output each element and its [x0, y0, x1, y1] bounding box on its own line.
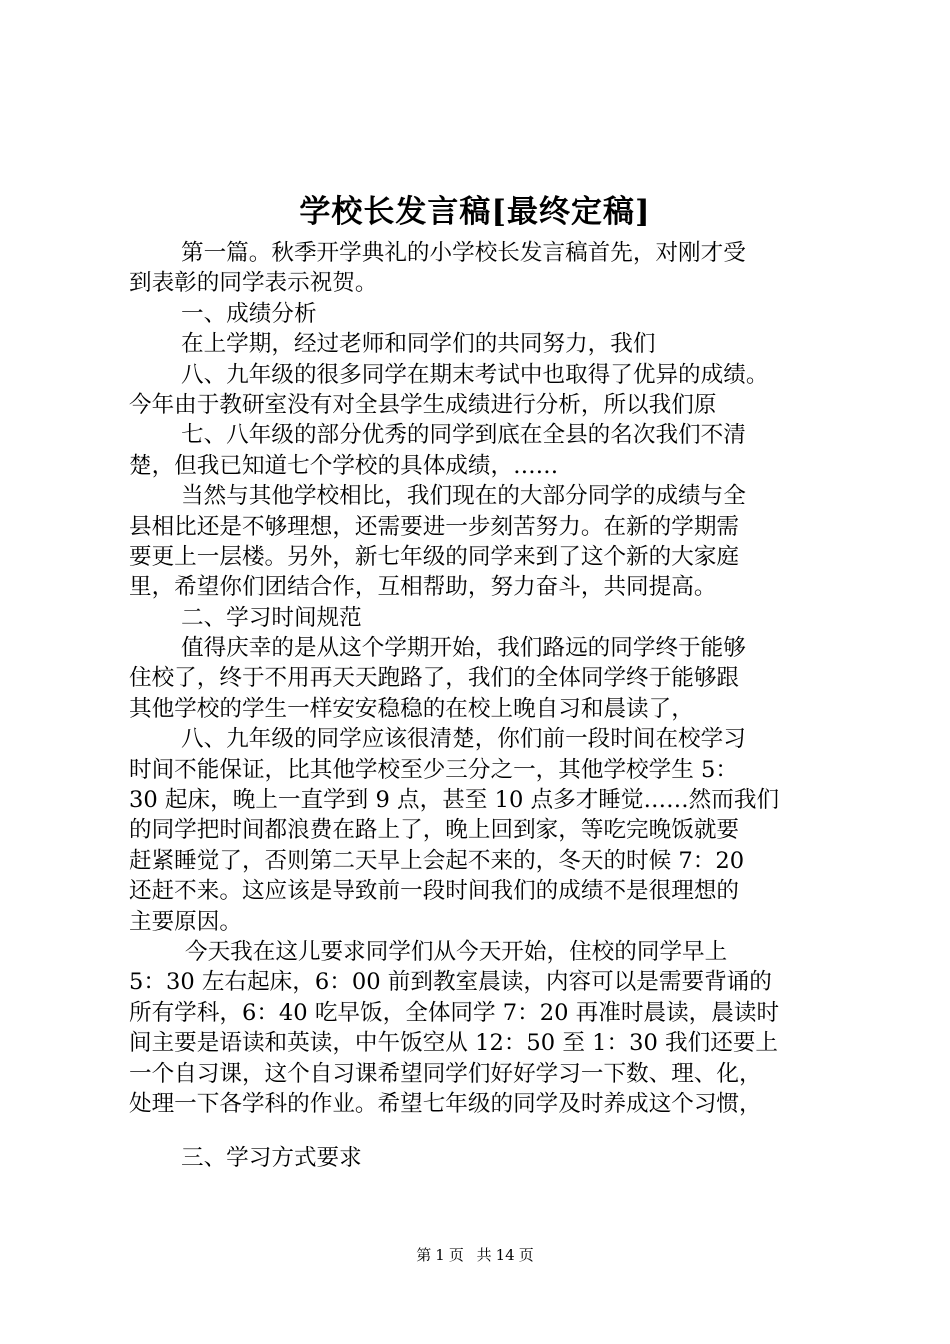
paragraph-line: 七、八年级的部分优秀的同学到底在全县的名次我们不清	[181, 422, 746, 449]
page-prefix: 第	[416, 1246, 432, 1264]
total-suffix: 页	[518, 1246, 534, 1264]
section-heading: 一、成绩分析	[181, 300, 317, 327]
page-footer	[0, 1244, 950, 1265]
paragraph-line: 当然与其他学校相比，我们现在的大部分同学的成绩与全	[181, 483, 746, 510]
page-suffix: 页	[448, 1246, 464, 1264]
paragraph-line: 时间不能保证，比其他学校至少三分之一，其他学校学生 5：	[129, 756, 738, 783]
paragraph-line: 八、九年级的同学应该很清楚，你们前一段时间在校学习	[181, 726, 746, 753]
total-pages-indicator	[475, 1246, 536, 1264]
paragraph-line: 所有学科，6：40 吃早饭，全体同学 7：20 再准时晨读，晨读时	[129, 999, 780, 1026]
paragraph-line: 要更上一层楼。另外，新七年级的同学来到了这个新的大家庭	[129, 543, 740, 570]
paragraph-line: 一个自习课，这个自习课希望同学们好好学习一下数、理、化，	[129, 1060, 762, 1087]
document-body	[129, 238, 841, 1174]
page-indicator	[414, 1246, 466, 1264]
paragraph-line: 的同学把时间都浪费在路上了，晚上回到家，等吃完晚饭就要	[129, 817, 740, 844]
paragraph-line: 处理一下各学科的作业。希望七年级的同学及时养成这个习惯，	[129, 1090, 762, 1117]
total-pages: 14	[495, 1246, 515, 1264]
paragraph-line: 5：30 左右起床，6：00 前到教室晨读，内容可以是需要背诵的	[129, 969, 772, 996]
paragraph-gap	[129, 1119, 841, 1143]
paragraph-line: 里，希望你们团结合作，互相帮助，努力奋斗，共同提高。	[129, 574, 717, 601]
paragraph-line: 赶紧睡觉了，否则第二天早上会起不来的，冬天的时候 7：20	[129, 847, 745, 874]
total-prefix: 共	[476, 1246, 492, 1264]
document-title: 学校长发言稿[最终定稿]	[299, 194, 651, 230]
paragraph-line: 其他学校的学生一样安安稳稳的在校上晚自习和晨读了，	[129, 695, 694, 722]
paragraph-line: 30 起床，晚上一直学到 9 点，甚至 10 点多才睡觉……然而我们	[129, 787, 780, 814]
paragraph-line: 主要原因。	[129, 908, 242, 935]
section-heading: 二、学习时间规范	[181, 604, 362, 631]
paragraph-line: 值得庆幸的是从这个学期开始，我们路远的同学终于能够	[181, 635, 746, 662]
paragraph-line: 还赶不来。这应该是导致前一段时间我们的成绩不是很理想的	[129, 878, 740, 905]
section-heading: 三、学习方式要求	[181, 1145, 362, 1172]
paragraph-line: 楚，但我已知道七个学校的具体成绩，……	[129, 452, 559, 479]
paragraph-line: 县相比还是不够理想，还需要进一步刻苦努力。在新的学期需	[129, 513, 740, 540]
paragraph-line: 今年由于教研室没有对全县学生成绩进行分析，所以我们原	[129, 391, 717, 418]
paragraph-line: 第一篇。秋季开学典礼的小学校长发言稿首先，对刚才受	[181, 240, 746, 266]
paragraph-line: 八、九年级的很多同学在期末考试中也取得了优异的成绩。	[181, 361, 769, 388]
paragraph-line: 间主要是语读和英读，中午饭空从 12：50 至 1：30 我们还要上	[129, 1030, 779, 1057]
paragraph-line: 今天我在这儿要求同学们从今天开始，住校的同学早上	[185, 938, 728, 965]
paragraph-line: 在上学期，经过老师和同学们的共同努力，我们	[181, 331, 656, 358]
paragraph-line: 到表彰的同学表示祝贺。	[129, 270, 378, 297]
paragraph-line: 住校了，终于不用再天天跑路了，我们的全体同学终于能够跟	[129, 665, 740, 692]
page-number: 1	[435, 1246, 445, 1264]
